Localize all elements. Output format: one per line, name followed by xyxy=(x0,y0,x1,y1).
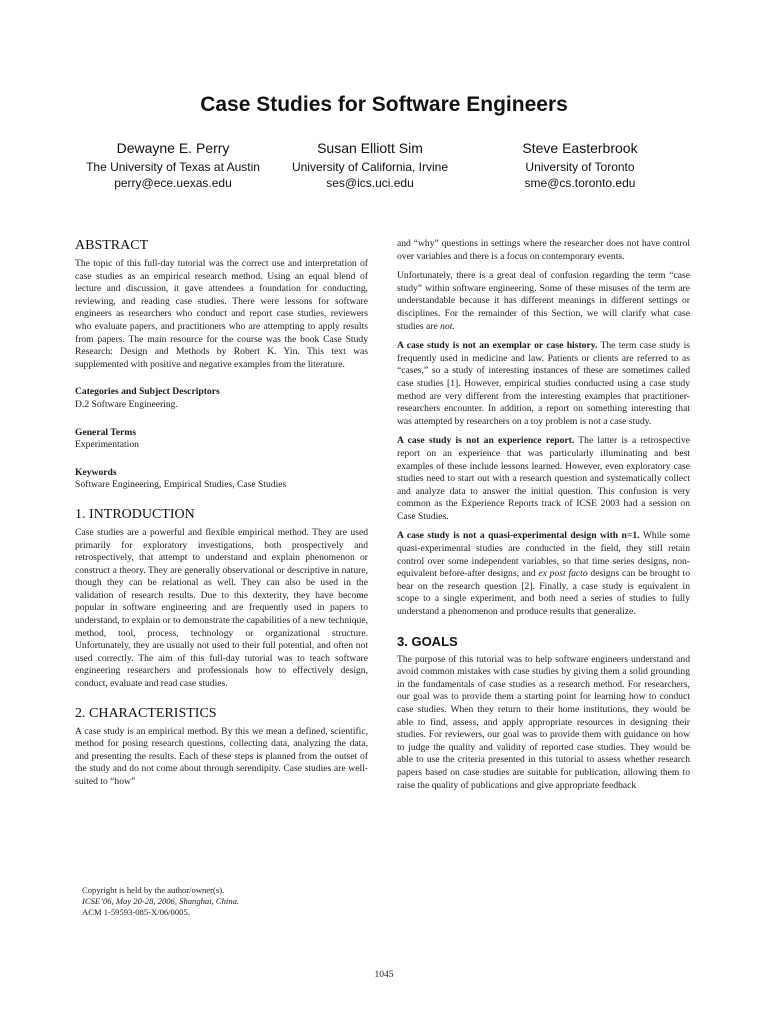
author-affiliation: University of California, Irvine xyxy=(291,160,449,174)
author-1 xyxy=(58,139,288,191)
keywords-heading: Keywords xyxy=(75,466,117,478)
paper-title: Case Studies for Software Engineers xyxy=(200,93,568,116)
conference-line: ICSE’06, May 20-28, 2006, Shanghai, China. xyxy=(82,896,240,906)
quasi-text: While some quasi-experimental studies are conducted in the field, they still retain control over some independent variables, so that time series designs, non-equivalent before-after designs, and xyxy=(397,530,690,580)
characteristics-heading: 2. CHARACTERISTICS xyxy=(75,705,217,721)
experience-text: The latter is a retrospective report on an experience that was particularly illuminating and best examples of these include lessons learned. However, even exploratory case studies need to start out with a research question and systematically collect and analyze data to answer the initial question. This confusion is very common as the Experience Reports track of ICSE 2003 had a session on Case Studies. xyxy=(397,435,690,522)
confusion-text: Unfortunately, there is a great deal of confusion regarding the term “case study” within software engineering. Some of these misuses of the term are understandable because it has different meanings in different settings or disciplines. For the remainder of this Section, we will clarify what case studies are xyxy=(397,270,690,332)
exemplar-text: The term case study is frequently used in medicine and law. Patients or clients are referred to as “cases,” so a study of interesting instances of these are sometimes called case studies [1]. However, empirical studies conducted using a case study method are very different from the interesting examples that practitioner-researchers encounter. In addition, a report on something interesting that was attempted by researchers on a toy problem is not a case study. xyxy=(397,340,690,427)
right-column xyxy=(397,238,690,799)
general-terms-text: Experimentation xyxy=(75,439,139,451)
introduction-heading: 1. INTRODUCTION xyxy=(75,506,195,522)
quasi-paragraph xyxy=(397,530,690,618)
abstract-heading: ABSTRACT xyxy=(75,238,149,253)
exemplar-paragraph xyxy=(397,340,690,428)
characteristics-text: A case study is an empirical method. By this we mean a defined, scientific, method for posing research questions, collecting data, analyzing the data, and presenting the results. Each of these steps is planned from the outset of the study and do not come about through serendipity. Case studies are well-suited to “how” xyxy=(75,725,368,787)
author-3 xyxy=(465,139,695,191)
quasi-text-end: designs can be brought to bear on the research question [2]. Finally, a case study is equivalent in scope to a single experiment, and both need a series of studies to fully understand a phenomenon and produce results that generalize. xyxy=(397,568,690,618)
exemplar-lead: A case study is not an exemplar or case history. xyxy=(397,340,598,352)
author-name: Steve Easterbrook xyxy=(522,140,638,156)
experience-paragraph xyxy=(397,435,690,523)
page-number: 1045 xyxy=(374,970,394,980)
ex-post-facto: ex post facto xyxy=(538,568,588,580)
abstract-text: The topic of this full-day tutorial was the correct use and interpretation of case studies as an empirical research method. Using an equal blend of lecture and discussion, it gave attendees a foundation for conducting, reviewing, and reading case studies. There were lessons for software engineers as researchers who conduct and report case studies, reviewers who evaluate papers, and practitioners who are attempting to apply results from papers. The main resource for the course was the book Case Study Research: Design and Methods by Robert K. Yin. This text was supplemented with positive and negative examples from the literature. xyxy=(75,258,368,370)
not-emphasis: not. xyxy=(440,320,455,332)
goals-heading: 3. GOALS xyxy=(397,633,458,649)
author-affiliation: The University of Texas at Austin xyxy=(86,160,260,174)
author-email: perry@ece.uexas.edu xyxy=(114,176,232,190)
author-email: sme@cs.toronto.edu xyxy=(524,176,636,190)
quasi-lead: A case study is not a quasi-experimental design with n=1. xyxy=(397,530,640,542)
categories-heading: Categories and Subject Descriptors xyxy=(75,386,220,398)
acm-number: ACM 1-59593-085-X/06/0005. xyxy=(82,907,190,917)
author-name: Dewayne E. Perry xyxy=(116,140,230,156)
copyright-line: Copyright is held by the author/owner(s). xyxy=(82,885,225,895)
continuation-text: and “why” questions in settings where the researcher does not have control over variables and there is a focus on contemporary events. xyxy=(397,238,690,262)
confusion-paragraph xyxy=(397,270,690,333)
categories-text: D.2 Software Engineering. xyxy=(75,398,178,410)
copyright-notice xyxy=(82,885,372,918)
left-column xyxy=(75,238,368,796)
author-affiliation: University of Toronto xyxy=(525,160,635,174)
keywords-text: Software Engineering, Empirical Studies, Case Studies xyxy=(75,479,287,491)
experience-lead: A case study is not an experience report. xyxy=(397,435,575,447)
author-2 xyxy=(255,139,485,191)
goals-text: The purpose of this tutorial was to help software engineers understand and avoid common mistakes with case studies by giving them a solid grounding in the fundamentals of case studies as a research method. For researchers, our goal was to provide them a starting point for learning how to conduct case studies. When they return to their home institutions, they would be able to find, assess, and apply appropriate resources in designing their studies. For reviewers, our goal was to provide them with guidance on how to judge the quality and validity of reported case studies. They would be able to use the criteria presented in this tutorial to assess whether research papers based on case studies are suitable for publication, allowing them to raise the quality of publications and give appropriate feedback xyxy=(397,653,690,791)
introduction-text: Case studies are a powerful and flexible empirical method. They are used primarily for exploratory investigations, both prospectively and retrospectively, that attempt to understand and explain phenomenon or construct a theory. They are generally observational or descriptive in nature, though they can be relational as well. They can also be used in the validation of research results. Due to this dexterity, they have become popular in software engineering and are frequently used in papers to understand, to explain or to demonstrate the capabilities of a new technique, method, tool, process, technology or organizational structure. Unfortunately, they are usually not used to their full potential, and often not used correctly. The aim of this full-day tutorial was to teach software engineering researchers and professionals how to effectively design, conduct, evaluate and read case studies. xyxy=(75,526,368,690)
general-terms-heading: General Terms xyxy=(75,426,137,438)
author-email: ses@ics.uci.edu xyxy=(326,176,414,190)
author-name: Susan Elliott Sim xyxy=(317,140,423,156)
